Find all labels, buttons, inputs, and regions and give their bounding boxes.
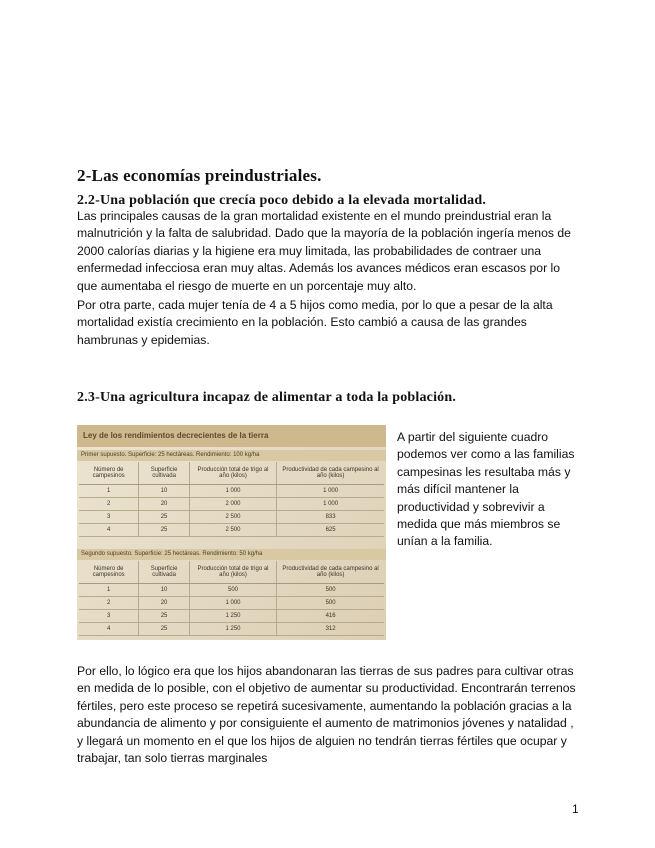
- header-production: Producción total de trigo al año (kilos): [189, 462, 276, 485]
- photo-table-title: Ley de los rendimientos decrecientes de la tierra: [77, 425, 386, 447]
- section-2-2-paragraph-2: Por otra parte, cada mujer tenía de 4 a 5 hijos como media, por lo que a pesar de la alta mortalidad existía crecimiento en la población. Esto cambió a causa de las grandes hambrunas y epidemias.: [77, 298, 553, 347]
- table-row: [79, 584, 384, 597]
- cell: 20: [139, 597, 190, 610]
- cell: 500: [277, 597, 384, 610]
- cell: 2 500: [189, 511, 276, 524]
- header-productivity: Productividad de cada campesino al año (kilos): [277, 462, 384, 485]
- cell: 1 250: [189, 610, 276, 623]
- case-2-label: Segundo supuesto. Superficie: 25 hectáreas. Rendimiento: 50 kg/ha: [77, 549, 386, 560]
- cell: 2: [79, 498, 139, 511]
- table-row: [79, 610, 384, 623]
- cell: 1: [79, 584, 139, 597]
- table-explanation-text: A partir del siguiente cuadro podemos ver como a las familias campesinas les resultaba más y más difícil mantener la productividad y sobrevivir a medida que más miembros se unían a la familia.: [397, 430, 575, 549]
- case-2-header-row: [79, 561, 384, 584]
- page-number: 1: [572, 802, 579, 816]
- case-1-label: Primer supuesto. Superficie: 25 hectáreas. Rendimiento: 100 kg/ha: [77, 450, 386, 461]
- cell: 25: [139, 511, 190, 524]
- cell: 500: [189, 584, 276, 597]
- cell: 3: [79, 511, 139, 524]
- cell: 416: [277, 610, 384, 623]
- section-2-3-closing-paragraph: Por ello, lo lógico era que los hijos abandonaran las tierras de sus padres para cultivar otras en medida de lo posible, con el objetivo de aumentar su productividad. Encontrarán terrenos fértiles, pero este proceso se repetirá sucesivamente, aumentando la población gracias a la abundancia de alimento y por consiguiente el aumento de matrimonios jóvenes y natalidad , y llegará un momento en el que los hijos de alguien no tendrán tierras fértiles que ocupar y trabajar, tan solo tierras marginales: [77, 664, 576, 766]
- cell: 10: [139, 485, 190, 498]
- header-production: Producción total de trigo al año (kilos): [189, 561, 276, 584]
- header-surface: Superficie cultivada: [139, 462, 190, 485]
- cell: 1 000: [189, 597, 276, 610]
- header-productivity: Productividad de cada campesino al año (kilos): [277, 561, 384, 584]
- cell: 1 000: [189, 485, 276, 498]
- cell: 20: [139, 498, 190, 511]
- case-1-header-row: [79, 462, 384, 485]
- cell: 1 000: [277, 498, 384, 511]
- case-2-table: [79, 561, 384, 636]
- cell: 4: [79, 524, 139, 537]
- table-row: [79, 498, 384, 511]
- cell: 1 000: [277, 485, 384, 498]
- cell: 833: [277, 511, 384, 524]
- table-row: [79, 485, 384, 498]
- table-row: [79, 511, 384, 524]
- cell: 10: [139, 584, 190, 597]
- header-peasants: Número de campesinos: [79, 561, 139, 584]
- cell: 2 500: [189, 524, 276, 537]
- table-row: [79, 597, 384, 610]
- table-row: [79, 524, 384, 537]
- cell: 2 000: [189, 498, 276, 511]
- section-2-3-heading: 2.3-Una agricultura incapaz de alimentar a toda la población.: [77, 390, 457, 405]
- cell: 625: [277, 524, 384, 537]
- page-title: 2-Las economías preindustriales.: [77, 166, 322, 185]
- table-row: [79, 623, 384, 636]
- section-2-2-heading: 2.2-Una población que crecía poco debido a la elevada mortalidad.: [77, 193, 487, 208]
- diminishing-returns-table-photo: [77, 425, 386, 640]
- cell: 25: [139, 610, 190, 623]
- header-peasants: Número de campesinos: [79, 462, 139, 485]
- cell: 3: [79, 610, 139, 623]
- cell: 4: [79, 623, 139, 636]
- cell: 2: [79, 597, 139, 610]
- section-2-2-paragraph-1: Las principales causas de la gran mortalidad existente en el mundo preindustrial eran la malnutrición y la falta de salubridad. Dado que la mayoría de la población ingería menos de 2000 calorías diarias y la higiene era muy limitada, las probabilidades de contraer una enfermedad infecciosa eran muy altas. Además los avances médicos eran escasos por lo que aumentaba el riesgo de muerte en un porcentaje muy alto.: [77, 209, 571, 293]
- cell: 25: [139, 623, 190, 636]
- header-surface: Superficie cultivada: [139, 561, 190, 584]
- cell: 312: [277, 623, 384, 636]
- cell: 500: [277, 584, 384, 597]
- cell: 1: [79, 485, 139, 498]
- case-1-table: [79, 462, 384, 537]
- cell: 1 250: [189, 623, 276, 636]
- cell: 25: [139, 524, 190, 537]
